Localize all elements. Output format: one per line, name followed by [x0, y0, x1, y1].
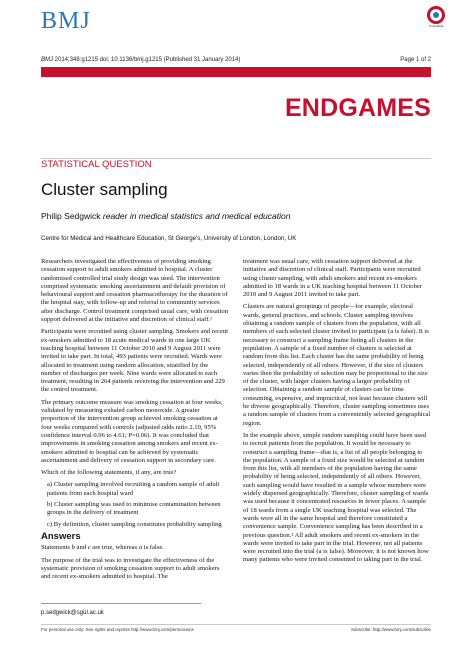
subscribe-footer-link[interactable]: Subscribe: http://www.bmj.com/subscribe — [350, 627, 431, 632]
author-name: Philip Sedgwick — [41, 211, 103, 221]
option-a: a) Cluster sampling involved recruiting a random sample of adult patients from each hospital ward — [47, 481, 220, 497]
section-banner: ENDGAMES — [284, 94, 431, 122]
article-type: STATISTICAL QUESTION — [41, 159, 152, 170]
body-paragraph: Clusters are natural groupings of people—for example, electoral wards, general practices, and schools. Cluster sampling involves obtaining a random sample of clusters from the population, with all members of each selected cluster invited to participate (a is false). It is necessary to construct a sampling frame listing all clusters in the population. A sample of a fixed number of clusters is selected at random from this list. Each cluster has the same probability of being selected, independently of all others. However, if the size of clusters varies then the probability of selection may be proportional to the size of the cluster, with larger clusters having a larger probability of selection. Obtaining a random sample of clusters can be time consuming, expensive, and impractical, not least because clusters will be diverse geographically. Therefore, cluster sampling sometimes uses a random sample of clusters from a conveniently selected geographical region. — [243, 303, 431, 427]
body-paragraph: The purpose of the trial was to investigate the effectiveness of the systematic provision of smoking cessation support to adult smokers and recent ex-smokers admitted to hospital. The — [41, 556, 220, 581]
answers-text: are true, whereas — [90, 544, 139, 552]
author-affiliation: Centre for Medical and Healthcare Education, St George's, University of London, London, UK — [41, 235, 297, 242]
answers-summary: Statements b and c are true, whereas a is false. — [41, 544, 164, 552]
divider — [41, 603, 201, 604]
article-title: Cluster sampling — [41, 180, 168, 199]
answer-letter: c — [87, 544, 91, 552]
correspondence-email[interactable]: p.sedgwick@sgul.ac.uk — [41, 610, 104, 616]
body-paragraph: In the example above, simple random sampling could have been used to recruit patients from the population. It would be necessary to construct a sampling frame—that is, a list of all people belonging to the population. A sample of a fixed size would be selected at random from this list, with all members of the population having the same probability of being selected, independently of all others. However, such sampling would have resulted in a sample whose members were widely dispersed geographically. Therefore, cluster sampling of wards was used because it concentrated resources in fewer places. A sample of 18 wards from a single UK teaching hospital was selected. The wards were all in the same hospital and therefore constituted a convenience sample. Convenience sampling has been described in a previous question.² All adult smokers and recent ex-smokers in the wards were invited to take part in the trial. However, not all patients were recruited into the trial (a is false). Moreover, it is not known how many patients who were invited consented to taking part in the trial. — [243, 431, 429, 564]
right-column — [243, 258, 431, 569]
author-role: reader in medical statistics and medical education — [102, 211, 291, 221]
crossmark-badge[interactable] — [424, 6, 448, 28]
body-paragraph: Researchers investigated the effectiveness of providing smoking cessation support to adult smokers admitted to hospital. A cluster randomised controlled trial study design was used. The intervention comprised systematic smoking ascertainment and default provision of behavioural support and cessation pharmacotherapy for the duration of the hospital stay, with follow-up and referral to community services after discharge. Control treatment comprised usual care, with cessation support delivered at the initiative and discretion of clinical staff.¹ — [41, 258, 229, 324]
answer-options — [47, 481, 229, 528]
divider — [41, 624, 431, 625]
option-b: b) Cluster sampling was used to minimise contamination between groups in the delivery of treatment — [47, 501, 221, 517]
citation-journal: BMJ — [41, 57, 53, 63]
crossmark-label: CrossMark — [428, 24, 444, 28]
option-c: c) By definition, cluster sampling constitutes probability sampling — [47, 520, 222, 528]
answers-text: and — [74, 544, 88, 552]
question-prompt: Which of the following statements, if any, are true? — [41, 469, 177, 477]
answers-heading: Answers — [41, 530, 81, 542]
crossmark-icon — [427, 6, 445, 24]
body-paragraph: treatment was usual care, with cessation support delivered at the initiative and discretion of clinical staff. Participants were recruited using cluster sampling, with adult smokers and recent ex-smokers admitted to 18 wards in a UK teaching hospital between 11 October 2010 and 9 August 2011 invited to take part. — [243, 258, 423, 299]
answer-letter: a — [138, 544, 143, 552]
header-red-bar — [41, 67, 431, 77]
left-column — [41, 258, 229, 585]
page-number: Page 1 of 2 — [400, 57, 431, 63]
answers-text: is false. — [142, 544, 164, 552]
journal-logo: BMJ — [41, 8, 91, 34]
author-line — [41, 211, 290, 221]
answer-letter: b — [71, 544, 75, 552]
citation-details: 2014;348:g1215 doi: 10.1136/bmj.g1215 (Published 31 January 2014) — [53, 57, 241, 63]
body-paragraph: The primary outcome measure was smoking cessation at four weeks, validated by measuring exhaled carbon monoxide. A greater proportion of the intervention group achieved smoking cessation at four weeks compared with controls (adjusted odds ratio 2.10, 95% confidence interval 0.96 to 4.61; P=0.06). It was concluded that improvements in smoking cessation among smokers and recent ex-smokers admitted to hospital can be achieved by systematic ascertainment and delivery of cessation support in secondary care. — [41, 398, 223, 464]
body-paragraph: Participants were recruited using cluster sampling. Smokers and recent ex-smokers admitted to 18 acute medical wards in one large UK teaching hospital between 11 October 2010 and 9 August 2011 were invited to take part. In total, 493 patients were recruited. Wards were allocated to treatment using random allocation, stratified by the number of discharges per week. Nine wards were allocated to each treatment, resulting in 264 patients receiving the intervention and 229 the control treatment. — [41, 328, 228, 394]
citation-line — [41, 57, 240, 63]
rights-footer-link[interactable]: For personal use only: See rights and reprints http://www.bmj.com/permissions — [41, 627, 194, 632]
